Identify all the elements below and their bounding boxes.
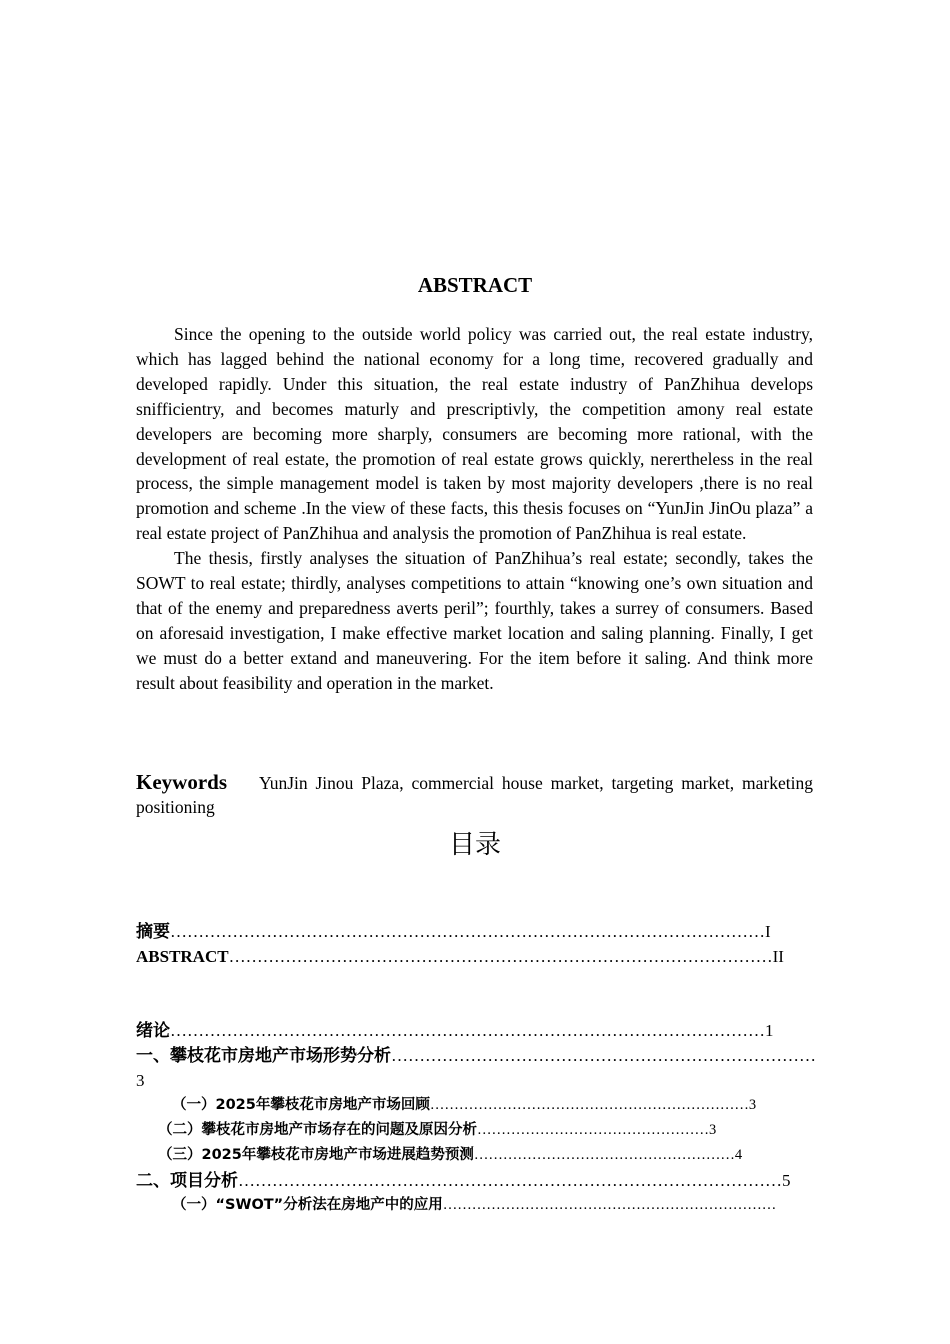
- toc-entry-label: （一）“SWOT”分析法在房地产中的应用: [172, 1197, 443, 1213]
- toc-leader-dots: ……………………………………………………………………………………………: [170, 1021, 765, 1040]
- toc-entry-label: 二、项目分析: [136, 1171, 238, 1191]
- toc-entry-label: 摘要: [136, 922, 170, 942]
- toc-page-wrap: [136, 1069, 196, 1093]
- toc-entry-label: 一、攀枝花市房地产市场形势分析: [136, 1046, 391, 1066]
- keywords-block: [136, 770, 813, 819]
- toc-entry[interactable]: [136, 1019, 816, 1043]
- toc-entry-label: （一）2025年攀枝花市房地产市场回顾: [172, 1097, 430, 1113]
- toc-leader-dots: ……………………………………………………………………………………: [228, 947, 773, 966]
- toc-entry[interactable]: [158, 1144, 816, 1166]
- toc-entry[interactable]: [136, 1044, 816, 1068]
- toc-page-number: I: [765, 922, 771, 941]
- toc-leader-dots: ……………………………………………………………: [442, 1197, 777, 1213]
- keywords-label: Keywords: [136, 770, 227, 794]
- toc-page-number: 3: [709, 1122, 717, 1138]
- keywords-text: YunJin Jinou Plaza, commercial house market, targeting market, marketing positioning: [136, 773, 813, 817]
- toc-entry[interactable]: [136, 920, 816, 944]
- toc-page-number: II: [772, 947, 784, 966]
- toc-entry[interactable]: [158, 1119, 816, 1141]
- toc-entry[interactable]: [172, 1094, 816, 1116]
- toc-entry-label: 绪论: [136, 1021, 170, 1041]
- toc-page-number: 3: [748, 1097, 757, 1113]
- toc-entry-label: ABSTRACT: [136, 947, 229, 966]
- toc-leader-dots: ……………………………………………………………………………………: [238, 1171, 782, 1190]
- toc-leader-dots: …………………………………………: [477, 1122, 709, 1138]
- toc-page-number: 3: [136, 1071, 145, 1090]
- toc-page-number: 4: [734, 1147, 743, 1163]
- abstract-title: ABSTRACT: [417, 273, 533, 297]
- toc-entry-label: （二）攀枝花市房地产市场存在的问题及原因分析: [158, 1122, 477, 1138]
- toc-title: 目录: [448, 830, 501, 860]
- toc-leader-dots: ………………………………………………: [473, 1147, 735, 1163]
- abstract-body: [136, 322, 813, 696]
- toc-leader-dots: …………………………………………………………: [429, 1097, 749, 1113]
- toc-entry[interactable]: [136, 945, 816, 969]
- toc-page-number: 1: [765, 1021, 774, 1040]
- toc-entry[interactable]: [172, 1194, 816, 1216]
- toc-entry-label: （三）2025年攀枝花市房地产市场进展趋势预测: [158, 1147, 474, 1163]
- abstract-paragraph: The thesis, firstly analyses the situation of PanZhihua’s real estate; secondly, takes the SOWT to real estate; thirdly, analyses competitions to attain “knowing one’s own situation and that of the enemy and preparedness averts peril”; fourthly, takes a surrey of consumers. Based on aforesaid investigation, I make effective market location and saling planning. Finally, I get we must do a better extand and maneuvering. For the item before it saling. And think more result about feasibility and operation in the market.: [136, 548, 813, 693]
- toc-page-number: 5: [782, 1171, 791, 1190]
- toc-entry[interactable]: [136, 1169, 816, 1193]
- abstract-paragraph: Since the opening to the outside world policy was carried out, the real estate industry, which has lagged behind the national economy for a long time, recovered gradually and developed rapidly. Under this situation, the real estate industry of PanZhihua develops snifficientry, and becomes maturly and prescriptivly, the competition amony real estate developers are becoming more sharply, consumers are becoming more rational, with the development of real estate, the promotion of real estate grows quickly, nerertheless in the real process, the simple management model is taken by most majority developers ,there is no real promotion and scheme .In the view of these facts, this thesis focuses on “YunJin JinOu plaza” a real estate project of PanZhihua and analysis the promotion of PanZhihua is real estate.: [136, 324, 813, 544]
- toc-leader-dots: …………………………………………………………………: [391, 1046, 816, 1065]
- toc-leader-dots: ……………………………………………………………………………………………: [170, 922, 765, 941]
